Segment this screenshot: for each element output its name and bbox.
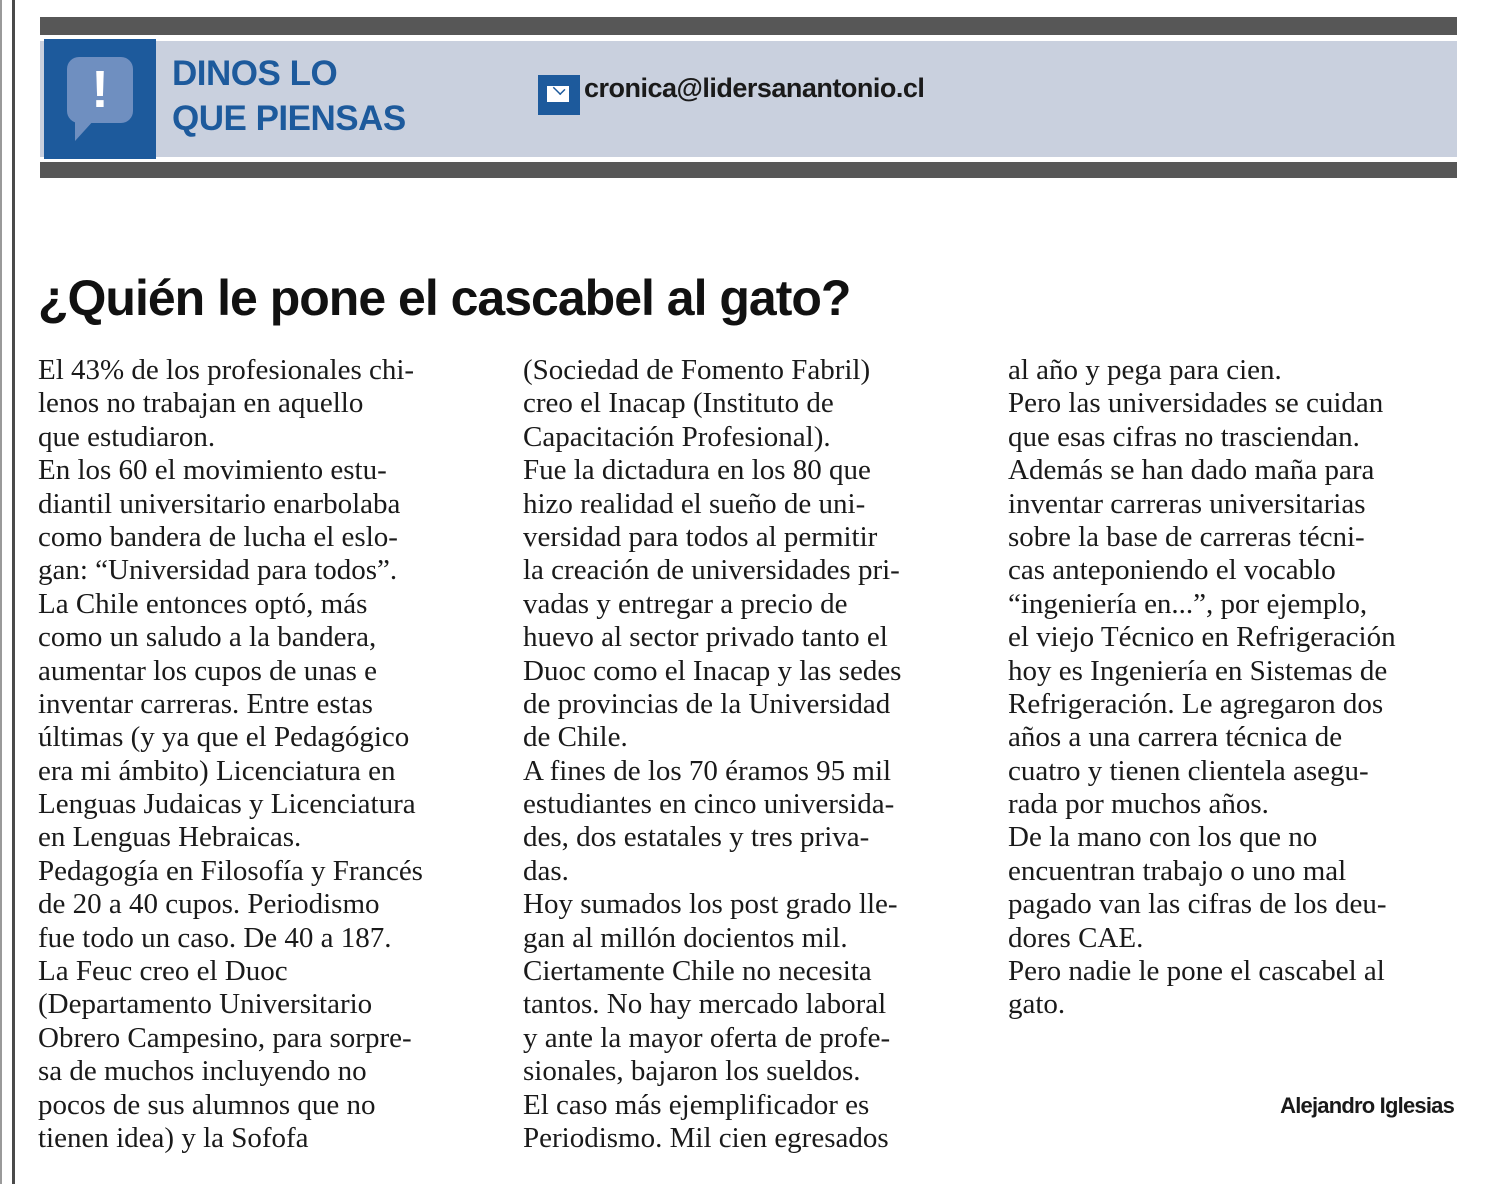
text-line: era mi ámbito) Licenciatura en [38,754,396,787]
text-line: sa de muchos incluyendo no [38,1055,367,1088]
text-line: Lenguas Judaicas y Licenciatura [38,788,416,821]
section-title-line: DINOS LO [172,54,338,93]
text-line: creo el Inacap (Instituto de [523,387,834,420]
text-line: últimas (y ya que el Pedagógico [38,721,410,754]
section-title-line: QUE PIENSAS [172,99,406,138]
text-line: La Feuc creo el Duoc [38,955,288,988]
text-line: hizo realidad el sueño de uni- [523,487,866,520]
text-line: gan: “Universidad para todos”. [38,554,398,587]
text-line: años a una carrera técnica de [1008,721,1343,754]
text-line: como bandera de lucha el eslo- [38,520,398,553]
text-line: Hoy sumados los post grado lle- [523,888,898,921]
text-line: y ante la mayor oferta de profe- [523,1021,891,1054]
article-byline: Alejandro Iglesias [1280,1093,1454,1118]
contact-email[interactable]: cronica@lidersanantonio.cl [584,73,925,103]
text-line: inventar carreras universitarias [1008,487,1366,520]
text-line: sionales, bajaron los sueldos. [523,1055,861,1088]
text-line: que esas cifras no trasciendan. [1008,420,1360,453]
text-line: Además se han dado maña para [1008,454,1375,487]
text-line: Duoc como el Inacap y las sedes [523,654,902,687]
text-line: al año y pega para cien. [1008,354,1282,386]
text-line: aumentar los cupos de unas e [38,654,378,687]
text-line: lenos no trabajan en aquello [38,387,364,420]
text-line: Pero nadie le pone el cascabel al [1008,955,1385,988]
text-line: huevo al sector privado tanto el [523,621,888,654]
article-column-3 [1008,354,1468,1022]
article-column-1 [38,354,498,1155]
section-title [172,51,406,141]
header-top-bar [40,17,1457,35]
text-line: des, dos estatales y tres priva- [523,821,870,854]
text-line: Ciertamente Chile no necesita [523,955,872,988]
text-line: de 20 a 40 cupos. Periodismo [38,888,380,921]
text-line: “ingeniería en...”, por ejemplo, [1008,587,1368,620]
text-line: En los 60 el movimiento estu- [38,454,387,487]
text-line: tienen idea) y la Sofofa [38,1121,309,1154]
text-line: La Chile entonces optó, más [38,587,368,620]
text-line: cas anteponiendo el vocablo [1008,554,1336,587]
header-bottom-bar [40,162,1457,178]
text-line: hoy es Ingeniería en Sistemas de [1008,654,1388,687]
text-line: gan al millón docientos mil. [523,921,848,954]
text-line: inventar carreras. Entre estas [38,687,373,720]
column-divider-rule [12,0,15,1184]
text-line: cuatro y tienen clientela asegu- [1008,754,1369,787]
text-line: Capacitación Profesional). [523,420,831,453]
text-line: gato. [1008,988,1066,1021]
text-line: diantil universitario enarbolaba [38,487,401,520]
text-line: das. [523,854,569,887]
alert-tile [44,39,156,159]
text-line: De la mano con los que no [1008,821,1318,854]
text-line: Refrigeración. Le agregaron dos [1008,687,1384,720]
text-line: encuentran trabajo o uno mal [1008,854,1347,887]
envelope-icon [538,75,580,115]
text-line: el viejo Técnico en Refrigeración [1008,621,1396,654]
text-line: El caso más ejemplificador es [523,1088,870,1121]
section-header [40,17,1457,180]
text-line: vadas y entregar a precio de [523,587,848,620]
text-line: la creación de universidades pri- [523,554,900,587]
text-line: Obrero Campesino, para sorpre- [38,1021,412,1054]
article-headline: ¿Quién le pone el cascabel al gato? [38,270,851,326]
text-line: de Chile. [523,721,628,754]
text-line: rada por muchos años. [1008,788,1269,821]
text-line: Pero las universidades se cuidan [1008,387,1384,420]
text-line: (Departamento Universitario [38,988,373,1021]
text-line: que estudiaron. [38,420,216,453]
article-column-2 [523,354,983,1155]
text-line: pagado van las cifras de los deu- [1008,888,1387,921]
text-line: de provincias de la Universidad [523,687,891,720]
text-line: dores CAE. [1008,921,1144,954]
text-line: fue todo un caso. De 40 a 187. [38,921,392,954]
text-line: como un saludo a la bandera, [38,621,377,654]
text-line: en Lenguas Hebraicas. [38,821,302,854]
text-line: sobre la base de carreras técni- [1008,520,1365,553]
exclamation-icon: ! [91,61,109,119]
text-line: pocos de sus alumnos que no [38,1088,376,1121]
text-line: Fue la dictadura en los 80 que [523,454,871,487]
text-line: (Sociedad de Fomento Fabril) [523,354,871,386]
text-line: Pedagogía en Filosofía y Francés [38,854,423,887]
text-line: estudiantes en cinco universida- [523,788,895,821]
text-line: A fines de los 70 éramos 95 mil [523,754,892,787]
text-line: tantos. No hay mercado laboral [523,988,887,1021]
text-line: El 43% de los profesionales chi- [38,354,415,386]
text-line: versidad para todos al permitir [523,520,878,553]
text-line: Periodismo. Mil cien egresados [523,1121,889,1154]
envelope-shape [547,86,569,102]
page-edge-rule [0,0,2,1184]
